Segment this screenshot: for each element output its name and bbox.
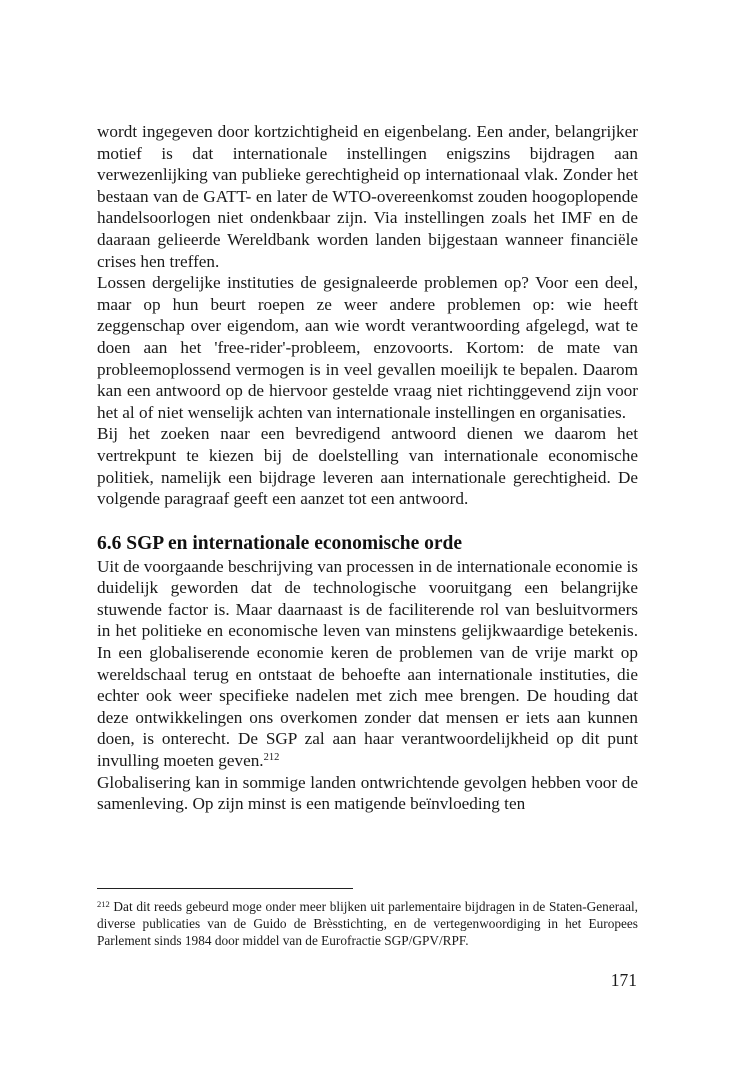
section-heading: 6.6 SGP en internationale economische orde [97,532,463,554]
body-paragraph: Bij het zoeken naar een bevredigend antwoord dienen we daarom het vertrekpunt te kiezen bij de doelstelling van internationale economische politiek, namelijk een bijdrage leveren aan internationale gerechtigheid. De volgende paragraaf geeft een aanzet tot een antwoord. [97,424,638,509]
body-paragraph: Lossen dergelijke instituties de gesignaleerde problemen op? Voor een deel, maar op hun beurt roepen ze weer andere problemen op: wie heeft zeggenschap over eigendom, aan wie wordt verantwoording afgelegd, wat te doen aan het 'free-rider'-probleem, enzovoorts. Kortom: de mate van probleemoplossend vermogen is in veel gevallen moeilijk te bepalen. Daarom kan een antwoord op de hiervoor gestelde vraag niet richtinggevend zijn voor het al of niet wenselijk achten van internationale instellingen en organisaties. [97,273,638,422]
footnote-number: 212 [97,899,110,909]
body-paragraph: wordt ingegeven door kortzichtigheid en eigenbelang. Een ander, belangrijker motief is dat internationale instellingen enigszins bijdragen aan verwezenlijking van publieke gerechtigheid op internationaal vlak. Zonder het bestaan van de GATT- en later de WTO-overeenkomst zouden hoogoplopende handelsoorlogen niet ondenkbaar zijn. Via instellingen zoals het IMF en de daaraan gelieerde Wereldbank worden landen bijgestaan wanneer financiële crises hen treffen. [97,122,638,271]
section-paragraph-text: Uit de voorgaande beschrijving van processen in de internationale economie is duidelijk geworden dat de technologische vooruitgang een belangrijke stuwende factor is. Maar daarnaast is de faciliterende rol van besluitvormers in het politieke en economische leven van minstens gelijkwaardige betekenis. In een globaliserende economie keren de problemen van de vrije markt op wereldschaal terug en ontstaat de behoefte aan internationale instituties, die echter ook weer specifieke nadelen met zich mee brengen. De houding dat deze ontwikkelingen ons overkomen zonder dat mensen er iets aan kunnen doen, is onterecht. De SGP zal aan haar verantwoordelijkheid op dit punt invulling moeten geven. [97,556,638,771]
section-paragraph [97,556,638,772]
footnote-separator [97,888,353,889]
section-paragraph: Globalisering kan in sommige landen ontwrichtende gevolgen hebben voor de samenleving. Op zijn minst is een matigende beïnvloeding ten [97,772,638,814]
footnote-text: Dat dit reeds gebeurd moge onder meer blijken uit parlementaire bijdragen in de Staten-Generaal, diverse publicaties van de Guido de Brèsstichting, en de vertegenwoordiging in het Europees Parlement sinds 1984 door middel van de Eurofractie SGP/GPV/RPF. [97,899,638,948]
page-body [97,121,638,815]
page-number: 171 [610,970,637,990]
footnote [97,899,638,949]
footnote-reference[interactable]: 212 [263,752,280,764]
